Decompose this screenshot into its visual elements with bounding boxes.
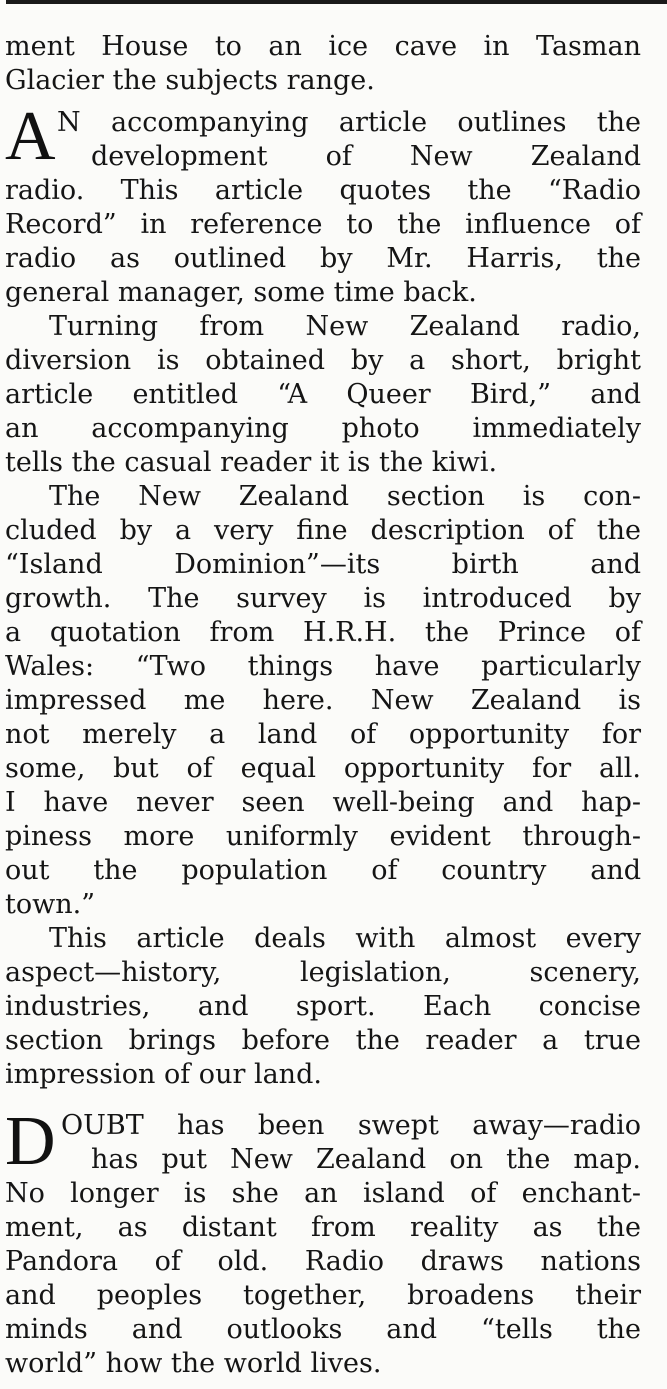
paragraph-3 <box>5 310 641 480</box>
text-line: tells the casual reader it is the kiwi. <box>5 447 498 478</box>
text-line: ment, as distant from reality as the <box>5 1212 641 1243</box>
text-line: Wales: “Two things have particularly <box>5 651 641 682</box>
paragraph-5 <box>5 922 641 1092</box>
text-line: impressed me here. New Zealand is <box>5 685 641 716</box>
text-line: N accompanying article outlines the <box>57 107 641 138</box>
text-line: section brings before the reader a true <box>5 1025 641 1056</box>
text-line: out the population of country and <box>5 855 641 886</box>
text-line: article entitled “A Queer Bird,” and <box>5 379 641 410</box>
text-line: industries, and sport. Each concise <box>5 991 641 1022</box>
text-line: world” how the world lives. <box>5 1348 382 1379</box>
text-line: has put New Zealand on the map. <box>91 1144 641 1175</box>
text-line: cluded by a very fine description of the <box>5 515 641 546</box>
text-line: Pandora of old. Radio draws nations <box>5 1246 641 1277</box>
paragraph-1 <box>5 30 641 98</box>
text-line: some, but of equal opportunity for all. <box>5 753 641 784</box>
text-line: Glacier the subjects range. <box>5 65 375 96</box>
text-line: and peoples together, broadens their <box>5 1280 641 1311</box>
text-line: radio. This article quotes the “Radio <box>5 175 641 206</box>
text-line: The New Zealand section is con- <box>49 481 641 512</box>
text-line: No longer is she an island of enchant- <box>5 1178 641 1209</box>
text-line: “Island Dominion”—its birth and <box>5 549 641 580</box>
text-line: OUBT has been swept away—radio <box>61 1110 641 1141</box>
text-line: minds and outlooks and “tells the <box>5 1314 641 1345</box>
text-line: aspect—history, legislation, scenery, <box>5 957 641 988</box>
paragraph-6 <box>5 1103 641 1381</box>
text-line: growth. The survey is introduced by <box>5 583 641 614</box>
text-line: Record” in reference to the influence of <box>5 209 641 240</box>
text-line: diversion is obtained by a short, bright <box>5 345 641 376</box>
text-line: impression of our land. <box>5 1059 322 1090</box>
text-line: a quotation from H.R.H. the Prince of <box>5 617 641 648</box>
text-line: not merely a land of opportunity for <box>5 719 641 750</box>
text-line: I have never seen well-being and hap- <box>5 787 641 818</box>
text-line: Turning from New Zealand radio, <box>49 311 641 342</box>
text-line: radio as outlined by Mr. Harris, the <box>5 243 641 274</box>
text-line: piness more uniformly evident through- <box>5 821 641 852</box>
text-line: general manager, some time back. <box>5 277 477 308</box>
article-column <box>5 30 641 1381</box>
text-line: ment House to an ice cave in Tasman <box>5 31 641 62</box>
text-line: This article deals with almost every <box>49 923 641 954</box>
drop-cap: A <box>5 98 56 175</box>
drop-cap: D <box>5 1103 56 1180</box>
column-top-rule <box>6 0 667 4</box>
text-line: an accompanying photo immediately <box>5 413 641 444</box>
paragraph-2 <box>5 98 641 310</box>
text-line: development of New Zealand <box>91 141 641 172</box>
paragraph-4 <box>5 480 641 922</box>
text-line: town.” <box>5 889 95 920</box>
